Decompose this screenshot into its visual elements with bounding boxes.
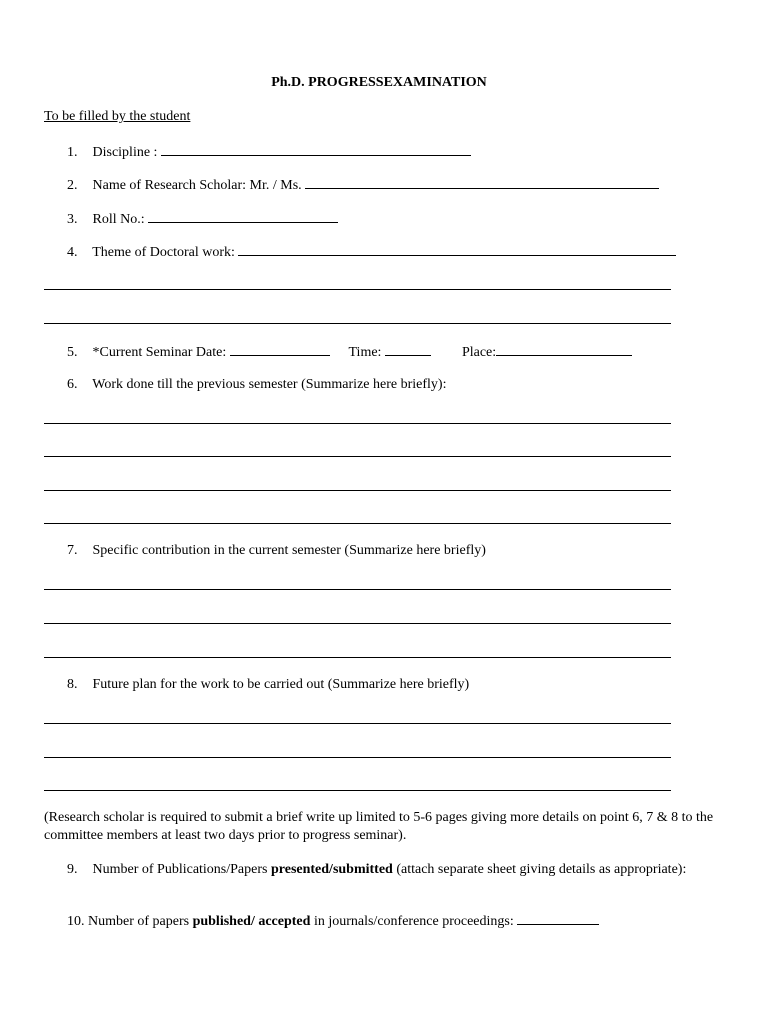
item-seminar [67, 342, 632, 362]
published-label-post: in journals/conference proceedings: [313, 914, 514, 929]
roll-no-label: Roll No.: [92, 212, 145, 227]
theme-field[interactable] [238, 242, 676, 256]
item-number: 7. [67, 543, 78, 558]
contribution-label: Specific contribution in the current semester (Summarize here briefly) [92, 543, 486, 558]
item-discipline [67, 142, 471, 162]
theme-line[interactable] [44, 323, 671, 324]
work-done-label: Work done till the previous semester (Summarize here briefly): [92, 377, 447, 392]
form-title: Ph.D. PROGRESSEXAMINATION [271, 75, 487, 90]
published-label-bold: published/ accepted [192, 914, 311, 929]
work-done-line[interactable] [44, 456, 671, 457]
published-label-pre: Number of papers [88, 914, 190, 929]
item-work-done [67, 376, 446, 394]
theme-label: Theme of Doctoral work: [92, 245, 235, 260]
scholar-name-field[interactable] [305, 175, 659, 189]
contribution-line[interactable] [44, 657, 671, 658]
item-number: 3. [67, 212, 78, 227]
submission-note: (Research scholar is required to submit a brief write up limited to 5-6 pages giving more details on point 6, 7 & 8 to the committee members at least two days prior to progress seminar). [44, 810, 714, 843]
item-publications [67, 861, 687, 879]
future-plan-line[interactable] [44, 723, 671, 724]
contribution-line[interactable] [44, 623, 671, 624]
intro-label: To be filled by the student [44, 109, 191, 124]
work-done-line[interactable] [44, 490, 671, 491]
scholar-name-label: Name of Research Scholar: Mr. / Ms. [92, 178, 302, 193]
future-plan-label: Future plan for the work to be carried out (Summarize here briefly) [92, 677, 470, 692]
item-number: 4. [67, 245, 78, 260]
work-done-line[interactable] [44, 523, 671, 524]
item-contribution [67, 542, 486, 560]
seminar-place-field[interactable] [496, 342, 632, 356]
future-plan-line[interactable] [44, 790, 671, 791]
seminar-time-label: Time: [348, 345, 382, 360]
item-number: 9. [67, 862, 78, 877]
discipline-label: Discipline : [92, 145, 158, 160]
item-number: 5. [67, 345, 78, 360]
seminar-place-label: Place: [461, 345, 497, 360]
seminar-time-field[interactable] [385, 342, 431, 356]
item-theme [67, 242, 676, 262]
item-number: 1. [67, 145, 78, 160]
published-count-field[interactable] [517, 911, 599, 925]
item-number: 6. [67, 377, 78, 392]
item-number: 2. [67, 178, 78, 193]
item-published-papers [67, 911, 599, 931]
item-scholar-name [67, 175, 659, 195]
publications-label-post: (attach separate sheet giving details as appropriate): [396, 862, 687, 877]
roll-no-field[interactable] [148, 209, 338, 223]
seminar-date-field[interactable] [230, 342, 330, 356]
publications-label-pre: Number of Publications/Papers [92, 862, 268, 877]
item-number: 10. [67, 914, 85, 929]
discipline-field[interactable] [161, 142, 471, 156]
item-number: 8. [67, 677, 78, 692]
seminar-date-label: *Current Seminar Date: [92, 345, 227, 360]
item-future-plan [67, 676, 469, 694]
future-plan-line[interactable] [44, 757, 671, 758]
work-done-line[interactable] [44, 423, 671, 424]
publications-label-bold: presented/submitted [270, 862, 393, 877]
contribution-line[interactable] [44, 589, 671, 590]
item-roll-no [67, 209, 338, 229]
theme-line[interactable] [44, 289, 671, 290]
